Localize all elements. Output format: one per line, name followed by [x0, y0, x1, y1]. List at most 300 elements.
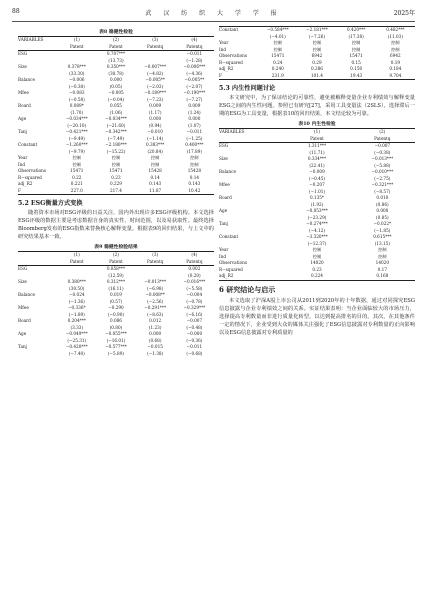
- row-label: Year: [219, 247, 229, 252]
- table-cell: 0.383***: [146, 142, 165, 147]
- table-cell: 控制: [378, 253, 387, 259]
- table-cell: 0.19: [390, 59, 401, 65]
- table-cell: −0.034***: [105, 116, 127, 121]
- table-cell: 0.229: [109, 181, 122, 186]
- table-row: [219, 27, 415, 34]
- table-header-cell: (2): [96, 252, 135, 259]
- table-cell: −0.083: [69, 90, 85, 95]
- table-cell: (−5.88): [374, 162, 391, 168]
- table-cell: 0.184: [389, 66, 402, 71]
- table-cell: 0.019: [109, 292, 122, 297]
- table-cell: −0.007***: [144, 64, 167, 69]
- row-label: Constant: [18, 142, 38, 147]
- table-cell: −0.291***: [144, 305, 167, 310]
- table-cell: 控制: [273, 40, 282, 45]
- table-cell: 15471: [271, 53, 285, 58]
- text-line: 随着资本市场对ESG评级的日益关注，国内外出: [28, 210, 140, 216]
- row-label: Constant: [219, 27, 239, 32]
- table-cell: (−4.36): [186, 70, 203, 76]
- table-row: [18, 51, 214, 58]
- table-cell: 10.42: [175, 188, 214, 195]
- text-line: 本一致。: [43, 234, 65, 240]
- table-row: [219, 73, 415, 80]
- row-label: Balance: [18, 292, 35, 297]
- table-cell: 6942: [311, 53, 323, 58]
- table-cell: −0.007: [374, 143, 391, 148]
- paragraph: [219, 297, 415, 337]
- table-cell: −0.006***: [183, 64, 206, 69]
- text-line: 后一期的ESG为工具变量，根据表10的回归结果，本: [219, 103, 415, 117]
- table-cell: 控制: [351, 40, 361, 45]
- table-cell: −0.015: [147, 344, 163, 349]
- table-cell: −0.189***: [144, 90, 167, 95]
- text-line: 市场压力，选择提高专利数量而非进行质量化转型，以: [219, 305, 415, 320]
- table-cell: −0.005: [108, 90, 124, 95]
- table-cell: (−7.49): [107, 135, 125, 141]
- table-cell: 0.14: [150, 174, 160, 180]
- table-cell: 19.43: [337, 73, 376, 80]
- table-cell: 0.378***: [67, 64, 86, 69]
- page-number: 88: [12, 8, 20, 15]
- table-row: [18, 351, 214, 358]
- table-cell: −0.011: [186, 51, 203, 56]
- table-cell: 控制: [351, 46, 361, 52]
- table-cell: −0.034***: [65, 116, 88, 121]
- table-cell: (1.24): [188, 109, 201, 115]
- row-label: Tanj: [219, 221, 228, 226]
- row-label: Age: [18, 116, 27, 121]
- table-cell: 0.221: [70, 181, 83, 186]
- text-line: 专利数量的正向影响以及ESG信息披露对专利质量的: [219, 321, 415, 336]
- table10: [219, 128, 415, 281]
- paragraph: [219, 94, 415, 118]
- table-cell: (−1.25): [186, 135, 203, 141]
- table-cell: −0.342***: [105, 129, 127, 134]
- table-cell: 0.24: [273, 59, 283, 65]
- text-line: 变量。根据表9的回归结果，与上文中的研究结果基: [18, 226, 214, 240]
- table-cell: −0.421***: [65, 129, 88, 134]
- row-label: Size: [18, 279, 27, 284]
- table-cell: 控制: [378, 247, 387, 252]
- row-label: ESG: [219, 143, 229, 148]
- table-cell: 控制: [190, 161, 199, 167]
- table-header-cell: (3): [136, 252, 175, 259]
- table-cell: (−0.48): [186, 324, 203, 330]
- table-cell: (33.30): [69, 70, 85, 76]
- table-cell: 0.707***: [106, 51, 126, 56]
- table-cell: 0.23: [312, 266, 322, 272]
- table-cell: 0.420***: [347, 27, 366, 32]
- page-header: [12, 8, 415, 20]
- table-header-cell: Patent: [57, 44, 96, 51]
- table8-caption: 表8 稳健性检验: [99, 29, 133, 35]
- header-rule: [12, 21, 415, 22]
- table-cell: 控制: [150, 155, 160, 160]
- table-header-cell: Patentq: [175, 44, 214, 51]
- text-line: 本文选取了沪深A股上市公司从2011到2020年: [229, 297, 340, 304]
- table-cell: 控制: [312, 247, 322, 252]
- table-cell: 0.143: [188, 181, 201, 186]
- table-cell: −0.011: [186, 344, 203, 349]
- table-cell: 0.29: [312, 59, 322, 65]
- table-cell: 0.204***: [67, 318, 86, 323]
- text-line: 绩效之间的关系。实证结果表明：当企业面临较大的: [266, 305, 389, 312]
- table-header-cell: (4): [175, 252, 214, 259]
- table-cell: 231.9: [258, 73, 297, 80]
- table-cell: −0.006: [69, 77, 85, 82]
- table-cell: (−7.23): [147, 96, 164, 102]
- table-header-cell: (1): [57, 37, 96, 44]
- table-header-cell: Patentq: [136, 44, 175, 51]
- table-cell: (−9.49): [68, 135, 85, 141]
- journal-title: 武 汉 纺 织 大 学 学 报: [145, 10, 282, 17]
- table-header-cell: Patent: [96, 44, 135, 51]
- table-cell: [136, 51, 175, 58]
- table-header-cell: Patent: [57, 259, 96, 266]
- row-label: Ind: [18, 161, 26, 167]
- table-cell: 1.311***: [307, 143, 327, 148]
- row-label: Board: [18, 318, 31, 323]
- table-cell: 0.009: [149, 103, 162, 108]
- table-cell: (−1.38): [147, 350, 164, 356]
- table-cell: −0.013***: [371, 156, 394, 161]
- table-cell: −0.010***: [371, 169, 394, 174]
- table-cell: (−1.14): [147, 135, 164, 141]
- row-label: Mfee: [18, 90, 29, 95]
- table-cell: 控制: [111, 155, 121, 160]
- text-line: 现许多ESG评级机构。本文选择ESG评级的数据主要: [18, 210, 214, 224]
- row-label: Balance: [18, 77, 35, 82]
- table9-caption: 表9 稳健性检验结果: [94, 244, 138, 250]
- table-cell: −0.011: [186, 129, 203, 134]
- table-cell: (−0.45): [308, 175, 326, 181]
- table-cell: 0.400***: [185, 142, 204, 147]
- table-cell: 控制: [111, 161, 121, 167]
- row-label: ESG: [18, 266, 28, 271]
- table-cell: −0.005**: [184, 77, 205, 82]
- row-label: Observations: [219, 260, 247, 265]
- table-header-cell: [18, 259, 57, 266]
- section-6-title: 6 研究结论与启示: [219, 284, 276, 294]
- table-cell: 0.089*: [69, 103, 84, 108]
- table-cell: (−7.40): [68, 350, 85, 356]
- row-label: Board: [219, 195, 232, 200]
- text-line: 变量企业专利绩效与解释变量ESG之间的内生性问: [219, 95, 415, 109]
- table-cell: (17.89): [186, 148, 202, 154]
- table-cell: −0.007: [186, 318, 203, 323]
- row-label: Year: [18, 155, 28, 160]
- table-cell: 0.380***: [67, 279, 86, 284]
- table-cell: (−6.98): [147, 285, 164, 291]
- table-cell: (0.94): [148, 122, 162, 128]
- row-label: adj_R2: [219, 273, 284, 280]
- table-cell: (−23.29): [307, 214, 327, 220]
- row-label: Ind: [219, 46, 227, 52]
- table-cell: 15471: [70, 168, 84, 173]
- table-cell: −0.008**: [145, 292, 165, 297]
- table-cell: 0.000: [149, 331, 162, 336]
- table-header-cell: [18, 252, 57, 259]
- table-cell: 101.4: [297, 73, 336, 80]
- table-cell: (−7.26): [308, 33, 326, 39]
- table-cell: 0.615***: [373, 234, 392, 239]
- table10-caption: 表10 内生性检验: [298, 121, 336, 127]
- table-cell: (−4.12): [308, 227, 326, 233]
- table-cell: (−9.79): [68, 148, 85, 154]
- table-cell: [57, 266, 96, 273]
- table-row: [219, 273, 415, 280]
- table-cell: 0.858***: [106, 266, 126, 271]
- table-cell: −0.005**: [145, 77, 165, 82]
- table-cell: −0.274***: [306, 221, 328, 226]
- table-cell: (12.59): [108, 272, 124, 278]
- table-cell: (−1.28): [186, 57, 203, 63]
- table-header-cell: VARIABLES: [219, 129, 284, 136]
- table-cell: −2.181***: [306, 27, 328, 32]
- table-cell: 0.482***: [386, 27, 405, 32]
- row-label: Mfee: [18, 305, 29, 310]
- table-cell: −0.013***: [144, 279, 167, 284]
- table-cell: [57, 51, 96, 58]
- table-header-cell: Patent: [96, 259, 135, 266]
- table-cell: (−0.90): [107, 311, 125, 317]
- table-cell: 0.002: [188, 266, 201, 271]
- table-cell: −0.321***: [371, 182, 394, 187]
- row-label: Tanj: [18, 344, 27, 349]
- table-cell: (−1.85): [374, 227, 391, 233]
- table-cell: 11.87: [136, 188, 175, 195]
- table-cell: (0.20): [188, 272, 201, 278]
- row-label: R−squared: [219, 266, 243, 272]
- table-cell: −1.260***: [65, 142, 88, 147]
- table-cell: (−4.01): [269, 33, 286, 39]
- row-label: R−squared: [219, 59, 243, 65]
- table-cell: −0.010: [147, 129, 163, 134]
- left-column: [18, 26, 214, 357]
- table-cell: 控制: [391, 46, 400, 52]
- row-label: Mfee: [219, 182, 230, 187]
- table-cell: (−6.16): [186, 311, 203, 317]
- table-cell: (−7.27): [186, 96, 203, 102]
- table-cell: 15428: [187, 168, 202, 173]
- table-header-cell: (1): [57, 252, 96, 259]
- text-line: 文结论较为可靠。: [330, 111, 372, 117]
- table-header-cell: (2): [350, 129, 415, 136]
- section-5-2-title: 5.2 ESG衡量方式变换: [18, 200, 83, 207]
- table-cell: −0.053***: [306, 208, 328, 213]
- table-cell: (11.71): [309, 149, 325, 155]
- table-row: [219, 143, 415, 150]
- row-label: Age: [18, 331, 27, 336]
- table-header-cell: [219, 136, 284, 143]
- table-cell: (−12.37): [307, 240, 327, 246]
- row-label: [18, 351, 57, 358]
- row-label: Size: [18, 64, 27, 69]
- row-label: F: [18, 188, 57, 195]
- table-cell: −0.016***: [183, 279, 206, 284]
- table-cell: (−0.36): [186, 337, 203, 343]
- table-cell: (30.78): [108, 70, 124, 76]
- table-cell: (13.73): [108, 57, 124, 63]
- table-cell: 控制: [72, 155, 81, 160]
- table-cell: −0.055***: [105, 331, 127, 336]
- row-label: adj_R2: [219, 66, 234, 71]
- table-cell: (0.68): [148, 337, 162, 343]
- table-cell: −0.207: [309, 182, 325, 187]
- text-line: 达到提高排名的目的。其次，在其他条件一定的情况: [219, 313, 415, 328]
- text-line: 最终选择Bloomberg发布的ESG指数来替换核心解释: [18, 218, 214, 232]
- table-cell: (−15.22): [106, 148, 126, 154]
- table-cell: −0.190***: [183, 90, 206, 95]
- section-5-3-body: [219, 94, 415, 118]
- table-cell: (−5.58): [186, 285, 203, 291]
- row-label: Tanj: [18, 129, 27, 134]
- table-cell: [136, 266, 175, 273]
- table-cell: 0.000: [109, 77, 122, 82]
- table-cell: (0.86): [376, 201, 389, 207]
- table-header-cell: (2): [96, 37, 135, 44]
- table-cell: 9.704: [376, 73, 415, 80]
- table-cell: 控制: [72, 161, 81, 167]
- section-5-3-title: 5.3 内生性问题讨论: [219, 85, 276, 92]
- table-cell: 15428: [148, 168, 162, 173]
- section-5-2-body: [18, 209, 214, 241]
- table-cell: 217.4: [96, 188, 135, 195]
- table-cell: (−0.38): [68, 83, 85, 89]
- table-cell: (−0.68): [186, 350, 203, 356]
- table-cell: 15471: [109, 168, 123, 173]
- table-cell: 0.135*: [309, 195, 325, 200]
- table-cell: (−0.38): [374, 149, 391, 155]
- table-cell: 0.086: [109, 318, 122, 323]
- table-cell: −0.577***: [105, 344, 127, 349]
- table-cell: (−21.60): [106, 122, 126, 128]
- table9: [18, 251, 214, 357]
- table-cell: 0.224: [284, 273, 349, 280]
- issue-year: 2025年: [393, 10, 415, 17]
- text-line: 下，企业受到大众的媒体关注强化了ESG信息披露对: [245, 321, 368, 328]
- table-cell: 0.334***: [307, 156, 327, 161]
- row-label: Board: [18, 103, 31, 108]
- table-cell: 0.000: [188, 116, 201, 121]
- table-cell: 控制: [312, 40, 322, 45]
- table-cell: 0.14: [189, 174, 200, 180]
- table-cell: (1.17): [148, 109, 162, 115]
- table-cell: −0.584***: [266, 27, 289, 32]
- table-cell: 0.350***: [106, 64, 126, 69]
- table-cell: 14020: [375, 260, 389, 265]
- row-label: Balance: [219, 169, 236, 174]
- table-cell: −0.024: [69, 292, 85, 297]
- table-cell: 0.055: [109, 103, 122, 108]
- table-cell: (1.07): [188, 122, 201, 128]
- table-cell: 控制: [150, 161, 160, 167]
- table-row: [18, 266, 214, 273]
- row-label: R−squared: [18, 174, 42, 180]
- table-cell: (0.85): [376, 214, 389, 220]
- table-header-cell: Patentq: [350, 136, 415, 143]
- table-cell: (0.80): [109, 324, 123, 330]
- table-header-cell: Patent: [284, 136, 349, 143]
- row-label: Year: [219, 40, 229, 45]
- table-cell: −0.000: [186, 331, 203, 336]
- table-cell: (1.23): [148, 324, 162, 330]
- table-cell: (1.92): [310, 201, 324, 207]
- table-cell: (−0.78): [186, 298, 203, 304]
- table-cell: −2.180***: [105, 142, 127, 147]
- paragraph: [18, 209, 214, 241]
- table-header-cell: [18, 44, 57, 51]
- table-cell: (−1.01): [308, 188, 326, 194]
- table-cell: −0.009: [309, 169, 325, 174]
- table-cell: (−1.36): [68, 298, 85, 304]
- table-cell: 0.15: [351, 59, 361, 65]
- table-cell: (−8.57): [374, 188, 391, 194]
- table-cell: 0.150: [350, 66, 363, 71]
- table-cell: −0.049***: [65, 331, 88, 336]
- section-6-body: [219, 297, 415, 337]
- table-cell: 0.22: [72, 174, 82, 180]
- table-cell: (−2.03): [147, 83, 164, 89]
- text-line: 是考虑数据自身的真实性、时间范围，以及易获取性。: [66, 218, 193, 224]
- table-cell: −0.290: [108, 305, 124, 310]
- table-header-cell: (3): [136, 37, 175, 44]
- table-cell: (20.84): [147, 148, 163, 154]
- table-cell: −0.329***: [183, 305, 206, 310]
- row-label: Size: [219, 156, 228, 161]
- table-header-cell: VARIABLES: [18, 37, 57, 44]
- table-cell: (−2.75): [374, 175, 391, 181]
- table-cell: (13.15): [374, 240, 390, 246]
- table-cell: 0.23: [111, 174, 121, 180]
- table-header-cell: (4): [175, 37, 214, 44]
- table-cell: 0.000: [149, 116, 162, 121]
- table9-continued: [219, 26, 415, 80]
- table-cell: −0.004: [186, 292, 203, 297]
- table-cell: 0.312***: [106, 279, 126, 284]
- table-cell: (−1.89): [68, 311, 85, 317]
- table-cell: 0.240: [271, 66, 284, 71]
- row-label: Ind: [219, 253, 227, 259]
- table-cell: 控制: [312, 253, 322, 259]
- table-cell: 控制: [273, 46, 282, 52]
- right-column: [219, 26, 415, 337]
- table-cell: 0.000: [376, 208, 389, 213]
- table-cell: (0.57): [109, 298, 123, 304]
- table-cell: (11.03): [387, 33, 403, 39]
- table-cell: (3.33): [70, 324, 84, 330]
- table-cell: (−0.04): [107, 96, 125, 102]
- table-cell: 0.286: [310, 66, 323, 71]
- text-line: 本文研究中，为了保证结论的可靠性，避免被解释: [229, 95, 346, 101]
- table-header-cell: (1): [284, 129, 349, 136]
- table-cell: 0.009: [188, 103, 201, 108]
- table-cell: −0.420***: [65, 344, 88, 349]
- table-cell: (0.05): [109, 83, 123, 89]
- table-cell: 控制: [312, 46, 322, 52]
- table-cell: (17.38): [348, 33, 364, 39]
- table-cell: (−0.58): [68, 96, 85, 102]
- table-cell: −0.336*: [67, 305, 86, 310]
- table-cell: (−16.01): [106, 337, 126, 343]
- table-cell: 0.143: [149, 181, 162, 186]
- table8: [18, 36, 214, 195]
- table-cell: (1.06): [109, 109, 123, 115]
- row-label: Observations: [18, 168, 46, 173]
- table-cell: (−5.89): [107, 350, 125, 356]
- table-cell: (1.70): [70, 109, 84, 115]
- text-line: 题。参照已有研究[27]，采用工具变量法（2SLS），选择滞: [267, 103, 405, 109]
